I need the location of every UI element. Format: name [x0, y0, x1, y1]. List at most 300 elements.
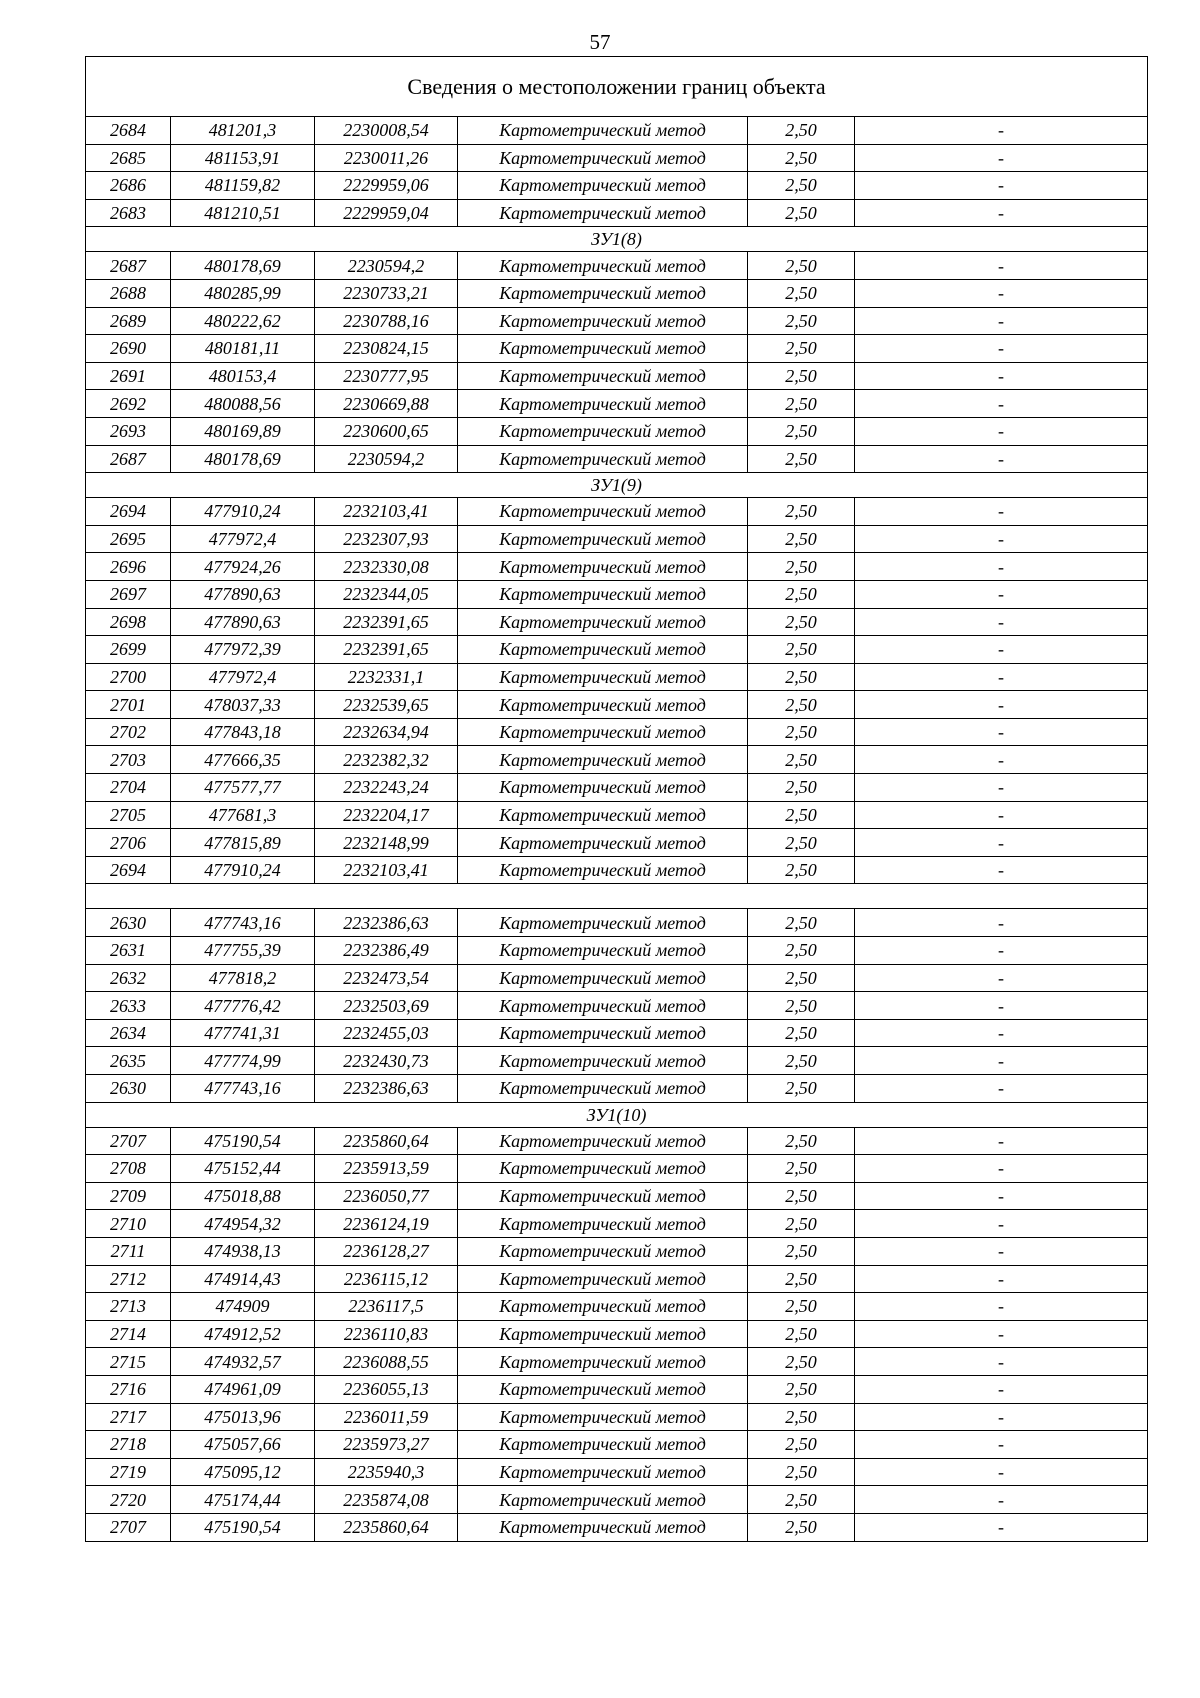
y-coordinate-cell: 2230600,65 [315, 417, 458, 445]
y-coordinate-cell: 2235874,08 [315, 1486, 458, 1514]
accuracy-cell: 2,50 [748, 1265, 855, 1293]
table-row [86, 992, 1148, 1020]
table-row [86, 718, 1148, 746]
table-row [86, 498, 1148, 526]
point-number-cell: 2694 [86, 856, 171, 884]
accuracy-cell: 2,50 [748, 553, 855, 581]
point-number-cell: 2696 [86, 553, 171, 581]
y-coordinate-cell: 2232455,03 [315, 1019, 458, 1047]
table-row [86, 1431, 1148, 1459]
x-coordinate-cell: 477890,63 [171, 580, 315, 608]
table-body [86, 57, 1148, 1542]
y-coordinate-cell: 2232344,05 [315, 580, 458, 608]
accuracy-cell: 2,50 [748, 172, 855, 200]
description-cell: - [855, 1293, 1148, 1321]
point-number-cell: 2703 [86, 746, 171, 774]
accuracy-cell: 2,50 [748, 1210, 855, 1238]
x-coordinate-cell: 481159,82 [171, 172, 315, 200]
x-coordinate-cell: 481201,3 [171, 117, 315, 145]
y-coordinate-cell: 2230788,16 [315, 307, 458, 335]
y-coordinate-cell: 2236128,27 [315, 1237, 458, 1265]
x-coordinate-cell: 477972,39 [171, 636, 315, 664]
table-row [86, 390, 1148, 418]
method-cell: Картометрический метод [458, 992, 748, 1020]
accuracy-cell: 2,50 [748, 279, 855, 307]
table-row [86, 746, 1148, 774]
table-row [86, 829, 1148, 857]
table-row [86, 1182, 1148, 1210]
accuracy-cell: 2,50 [748, 1155, 855, 1183]
y-coordinate-cell: 2232391,65 [315, 636, 458, 664]
x-coordinate-cell: 480178,69 [171, 252, 315, 280]
x-coordinate-cell: 477910,24 [171, 498, 315, 526]
table-title: Сведения о местоположении границ объекта [86, 57, 1148, 117]
table-row [86, 608, 1148, 636]
method-cell: Картометрический метод [458, 636, 748, 664]
method-cell: Картометрический метод [458, 1293, 748, 1321]
y-coordinate-cell: 2236088,55 [315, 1348, 458, 1376]
point-number-cell: 2630 [86, 909, 171, 937]
x-coordinate-cell: 481210,51 [171, 199, 315, 227]
y-coordinate-cell: 2236050,77 [315, 1182, 458, 1210]
method-cell: Картометрический метод [458, 608, 748, 636]
accuracy-cell: 2,50 [748, 417, 855, 445]
table-row [86, 1458, 1148, 1486]
accuracy-cell: 2,50 [748, 1320, 855, 1348]
table-row [86, 1047, 1148, 1075]
description-cell: - [855, 1458, 1148, 1486]
table-row [86, 580, 1148, 608]
table-row [86, 279, 1148, 307]
accuracy-cell: 2,50 [748, 144, 855, 172]
section-label [86, 884, 1148, 909]
y-coordinate-cell: 2236117,5 [315, 1293, 458, 1321]
y-coordinate-cell: 2232391,65 [315, 608, 458, 636]
x-coordinate-cell: 480178,69 [171, 445, 315, 473]
table-row [86, 172, 1148, 200]
y-coordinate-cell: 2232382,32 [315, 746, 458, 774]
description-cell: - [855, 553, 1148, 581]
accuracy-cell: 2,50 [748, 636, 855, 664]
description-cell: - [855, 964, 1148, 992]
point-number-cell: 2635 [86, 1047, 171, 1075]
y-coordinate-cell: 2235860,64 [315, 1513, 458, 1541]
description-cell: - [855, 1320, 1148, 1348]
accuracy-cell: 2,50 [748, 1348, 855, 1376]
section-header-row [86, 227, 1148, 252]
point-number-cell: 2688 [86, 279, 171, 307]
table-row [86, 1210, 1148, 1238]
point-number-cell: 2715 [86, 1348, 171, 1376]
method-cell: Картометрический метод [458, 252, 748, 280]
x-coordinate-cell: 480169,89 [171, 417, 315, 445]
point-number-cell: 2691 [86, 362, 171, 390]
x-coordinate-cell: 477924,26 [171, 553, 315, 581]
method-cell: Картометрический метод [458, 1047, 748, 1075]
description-cell: - [855, 307, 1148, 335]
x-coordinate-cell: 475095,12 [171, 1458, 315, 1486]
x-coordinate-cell: 477890,63 [171, 608, 315, 636]
x-coordinate-cell: 480285,99 [171, 279, 315, 307]
point-number-cell: 2701 [86, 691, 171, 719]
section-label: ЗУ1(10) [86, 1102, 1148, 1127]
method-cell: Картометрический метод [458, 1458, 748, 1486]
point-number-cell: 2685 [86, 144, 171, 172]
y-coordinate-cell: 2229959,06 [315, 172, 458, 200]
x-coordinate-cell: 474914,43 [171, 1265, 315, 1293]
method-cell: Картометрический метод [458, 390, 748, 418]
point-number-cell: 2631 [86, 937, 171, 965]
table-row [86, 252, 1148, 280]
accuracy-cell: 2,50 [748, 964, 855, 992]
accuracy-cell: 2,50 [748, 1431, 855, 1459]
table-row [86, 663, 1148, 691]
method-cell: Картометрический метод [458, 1265, 748, 1293]
x-coordinate-cell: 477681,3 [171, 801, 315, 829]
accuracy-cell: 2,50 [748, 992, 855, 1020]
accuracy-cell: 2,50 [748, 1458, 855, 1486]
y-coordinate-cell: 2230733,21 [315, 279, 458, 307]
point-number-cell: 2692 [86, 390, 171, 418]
description-cell: - [855, 992, 1148, 1020]
table-row [86, 417, 1148, 445]
x-coordinate-cell: 477577,77 [171, 774, 315, 802]
x-coordinate-cell: 475190,54 [171, 1513, 315, 1541]
method-cell: Картометрический метод [458, 1127, 748, 1155]
table-row [86, 307, 1148, 335]
description-cell: - [855, 1403, 1148, 1431]
description-cell: - [855, 1513, 1148, 1541]
x-coordinate-cell: 477815,89 [171, 829, 315, 857]
table-row [86, 1075, 1148, 1103]
y-coordinate-cell: 2232148,99 [315, 829, 458, 857]
method-cell: Картометрический метод [458, 279, 748, 307]
table-row [86, 1237, 1148, 1265]
description-cell: - [855, 829, 1148, 857]
y-coordinate-cell: 2232386,63 [315, 909, 458, 937]
table-row [86, 1348, 1148, 1376]
accuracy-cell: 2,50 [748, 1486, 855, 1514]
description-cell: - [855, 608, 1148, 636]
x-coordinate-cell: 475018,88 [171, 1182, 315, 1210]
description-cell: - [855, 663, 1148, 691]
description-cell: - [855, 1019, 1148, 1047]
y-coordinate-cell: 2235940,3 [315, 1458, 458, 1486]
point-number-cell: 2700 [86, 663, 171, 691]
y-coordinate-cell: 2232386,49 [315, 937, 458, 965]
method-cell: Картометрический метод [458, 909, 748, 937]
point-number-cell: 2697 [86, 580, 171, 608]
description-cell: - [855, 390, 1148, 418]
y-coordinate-cell: 2232473,54 [315, 964, 458, 992]
method-cell: Картометрический метод [458, 199, 748, 227]
y-coordinate-cell: 2230824,15 [315, 335, 458, 363]
description-cell: - [855, 746, 1148, 774]
table-row [86, 117, 1148, 145]
method-cell: Картометрический метод [458, 937, 748, 965]
point-number-cell: 2713 [86, 1293, 171, 1321]
point-number-cell: 2632 [86, 964, 171, 992]
accuracy-cell: 2,50 [748, 1513, 855, 1541]
point-number-cell: 2690 [86, 335, 171, 363]
description-cell: - [855, 445, 1148, 473]
method-cell: Картометрический метод [458, 1075, 748, 1103]
point-number-cell: 2693 [86, 417, 171, 445]
x-coordinate-cell: 474954,32 [171, 1210, 315, 1238]
description-cell: - [855, 691, 1148, 719]
x-coordinate-cell: 474932,57 [171, 1348, 315, 1376]
accuracy-cell: 2,50 [748, 1182, 855, 1210]
y-coordinate-cell: 2236110,83 [315, 1320, 458, 1348]
description-cell: - [855, 279, 1148, 307]
description-cell: - [855, 774, 1148, 802]
point-number-cell: 2686 [86, 172, 171, 200]
x-coordinate-cell: 475152,44 [171, 1155, 315, 1183]
description-cell: - [855, 1486, 1148, 1514]
description-cell: - [855, 1348, 1148, 1376]
x-coordinate-cell: 477741,31 [171, 1019, 315, 1047]
point-number-cell: 2714 [86, 1320, 171, 1348]
method-cell: Картометрический метод [458, 144, 748, 172]
accuracy-cell: 2,50 [748, 580, 855, 608]
method-cell: Картометрический метод [458, 663, 748, 691]
table-row [86, 1375, 1148, 1403]
x-coordinate-cell: 474909 [171, 1293, 315, 1321]
method-cell: Картометрический метод [458, 307, 748, 335]
boundary-coordinates-table [85, 56, 1148, 1542]
x-coordinate-cell: 480153,4 [171, 362, 315, 390]
description-cell: - [855, 1431, 1148, 1459]
table-row [86, 362, 1148, 390]
description-cell: - [855, 856, 1148, 884]
description-cell: - [855, 199, 1148, 227]
point-number-cell: 2630 [86, 1075, 171, 1103]
x-coordinate-cell: 474961,09 [171, 1375, 315, 1403]
description-cell: - [855, 525, 1148, 553]
y-coordinate-cell: 2232307,93 [315, 525, 458, 553]
blank-separator-row [86, 884, 1148, 909]
x-coordinate-cell: 477743,16 [171, 1075, 315, 1103]
description-cell: - [855, 801, 1148, 829]
description-cell: - [855, 172, 1148, 200]
point-number-cell: 2694 [86, 498, 171, 526]
accuracy-cell: 2,50 [748, 691, 855, 719]
y-coordinate-cell: 2230594,2 [315, 252, 458, 280]
x-coordinate-cell: 480088,56 [171, 390, 315, 418]
table-row [86, 856, 1148, 884]
point-number-cell: 2683 [86, 199, 171, 227]
y-coordinate-cell: 2235860,64 [315, 1127, 458, 1155]
y-coordinate-cell: 2230669,88 [315, 390, 458, 418]
section-label: ЗУ1(9) [86, 473, 1148, 498]
accuracy-cell: 2,50 [748, 1075, 855, 1103]
table-row [86, 636, 1148, 664]
point-number-cell: 2699 [86, 636, 171, 664]
description-cell: - [855, 937, 1148, 965]
point-number-cell: 2689 [86, 307, 171, 335]
method-cell: Картометрический метод [458, 362, 748, 390]
section-header-row [86, 1102, 1148, 1127]
accuracy-cell: 2,50 [748, 856, 855, 884]
point-number-cell: 2716 [86, 1375, 171, 1403]
accuracy-cell: 2,50 [748, 1375, 855, 1403]
point-number-cell: 2702 [86, 718, 171, 746]
method-cell: Картометрический метод [458, 417, 748, 445]
point-number-cell: 2634 [86, 1019, 171, 1047]
x-coordinate-cell: 475174,44 [171, 1486, 315, 1514]
method-cell: Картометрический метод [458, 829, 748, 857]
table-row [86, 1513, 1148, 1541]
method-cell: Картометрический метод [458, 525, 748, 553]
point-number-cell: 2707 [86, 1513, 171, 1541]
y-coordinate-cell: 2232503,69 [315, 992, 458, 1020]
x-coordinate-cell: 480222,62 [171, 307, 315, 335]
y-coordinate-cell: 2236115,12 [315, 1265, 458, 1293]
x-coordinate-cell: 477666,35 [171, 746, 315, 774]
y-coordinate-cell: 2232539,65 [315, 691, 458, 719]
method-cell: Картометрический метод [458, 1320, 748, 1348]
point-number-cell: 2707 [86, 1127, 171, 1155]
method-cell: Картометрический метод [458, 580, 748, 608]
table-row [86, 445, 1148, 473]
method-cell: Картометрический метод [458, 1155, 748, 1183]
method-cell: Картометрический метод [458, 1431, 748, 1459]
description-cell: - [855, 117, 1148, 145]
accuracy-cell: 2,50 [748, 1293, 855, 1321]
table-row [86, 1265, 1148, 1293]
point-number-cell: 2698 [86, 608, 171, 636]
x-coordinate-cell: 475057,66 [171, 1431, 315, 1459]
method-cell: Картометрический метод [458, 746, 748, 774]
description-cell: - [855, 1210, 1148, 1238]
y-coordinate-cell: 2230777,95 [315, 362, 458, 390]
description-cell: - [855, 335, 1148, 363]
point-number-cell: 2633 [86, 992, 171, 1020]
method-cell: Картометрический метод [458, 964, 748, 992]
accuracy-cell: 2,50 [748, 199, 855, 227]
x-coordinate-cell: 475013,96 [171, 1403, 315, 1431]
table-row [86, 1127, 1148, 1155]
accuracy-cell: 2,50 [748, 445, 855, 473]
method-cell: Картометрический метод [458, 718, 748, 746]
table-row [86, 937, 1148, 965]
x-coordinate-cell: 480181,11 [171, 335, 315, 363]
accuracy-cell: 2,50 [748, 498, 855, 526]
y-coordinate-cell: 2236124,19 [315, 1210, 458, 1238]
accuracy-cell: 2,50 [748, 801, 855, 829]
y-coordinate-cell: 2232331,1 [315, 663, 458, 691]
accuracy-cell: 2,50 [748, 1127, 855, 1155]
table-row [86, 553, 1148, 581]
y-coordinate-cell: 2230008,54 [315, 117, 458, 145]
y-coordinate-cell: 2230011,26 [315, 144, 458, 172]
x-coordinate-cell: 477843,18 [171, 718, 315, 746]
y-coordinate-cell: 2232430,73 [315, 1047, 458, 1075]
method-cell: Картометрический метод [458, 1513, 748, 1541]
point-number-cell: 2704 [86, 774, 171, 802]
description-cell: - [855, 252, 1148, 280]
y-coordinate-cell: 2235913,59 [315, 1155, 458, 1183]
accuracy-cell: 2,50 [748, 1019, 855, 1047]
description-cell: - [855, 580, 1148, 608]
y-coordinate-cell: 2232103,41 [315, 498, 458, 526]
method-cell: Картометрический метод [458, 445, 748, 473]
description-cell: - [855, 417, 1148, 445]
x-coordinate-cell: 474912,52 [171, 1320, 315, 1348]
accuracy-cell: 2,50 [748, 1237, 855, 1265]
accuracy-cell: 2,50 [748, 718, 855, 746]
accuracy-cell: 2,50 [748, 362, 855, 390]
method-cell: Картометрический метод [458, 691, 748, 719]
accuracy-cell: 2,50 [748, 117, 855, 145]
method-cell: Картометрический метод [458, 1486, 748, 1514]
description-cell: - [855, 1182, 1148, 1210]
section-header-row [86, 473, 1148, 498]
description-cell: - [855, 909, 1148, 937]
accuracy-cell: 2,50 [748, 829, 855, 857]
table-row [86, 335, 1148, 363]
method-cell: Картометрический метод [458, 774, 748, 802]
accuracy-cell: 2,50 [748, 663, 855, 691]
x-coordinate-cell: 477972,4 [171, 663, 315, 691]
x-coordinate-cell: 474938,13 [171, 1237, 315, 1265]
table-title-row [86, 57, 1148, 117]
description-cell: - [855, 636, 1148, 664]
point-number-cell: 2687 [86, 252, 171, 280]
y-coordinate-cell: 2236011,59 [315, 1403, 458, 1431]
method-cell: Картометрический метод [458, 553, 748, 581]
point-number-cell: 2705 [86, 801, 171, 829]
method-cell: Картометрический метод [458, 801, 748, 829]
accuracy-cell: 2,50 [748, 525, 855, 553]
y-coordinate-cell: 2232330,08 [315, 553, 458, 581]
method-cell: Картометрический метод [458, 1348, 748, 1376]
point-number-cell: 2684 [86, 117, 171, 145]
table-row [86, 525, 1148, 553]
table-row [86, 1320, 1148, 1348]
section-label: ЗУ1(8) [86, 227, 1148, 252]
y-coordinate-cell: 2232204,17 [315, 801, 458, 829]
point-number-cell: 2695 [86, 525, 171, 553]
page-number: 57 [589, 30, 611, 54]
x-coordinate-cell: 477972,4 [171, 525, 315, 553]
x-coordinate-cell: 477910,24 [171, 856, 315, 884]
description-cell: - [855, 718, 1148, 746]
description-cell: - [855, 498, 1148, 526]
x-coordinate-cell: 475190,54 [171, 1127, 315, 1155]
table-row [86, 144, 1148, 172]
description-cell: - [855, 144, 1148, 172]
x-coordinate-cell: 477774,99 [171, 1047, 315, 1075]
method-cell: Картометрический метод [458, 335, 748, 363]
y-coordinate-cell: 2232103,41 [315, 856, 458, 884]
point-number-cell: 2687 [86, 445, 171, 473]
x-coordinate-cell: 481153,91 [171, 144, 315, 172]
table-row [86, 691, 1148, 719]
table-row [86, 909, 1148, 937]
method-cell: Картометрический метод [458, 498, 748, 526]
method-cell: Картометрический метод [458, 172, 748, 200]
accuracy-cell: 2,50 [748, 1403, 855, 1431]
table-row [86, 964, 1148, 992]
description-cell: - [855, 1375, 1148, 1403]
point-number-cell: 2708 [86, 1155, 171, 1183]
method-cell: Картометрический метод [458, 117, 748, 145]
accuracy-cell: 2,50 [748, 746, 855, 774]
point-number-cell: 2717 [86, 1403, 171, 1431]
method-cell: Картометрический метод [458, 1210, 748, 1238]
description-cell: - [855, 1127, 1148, 1155]
